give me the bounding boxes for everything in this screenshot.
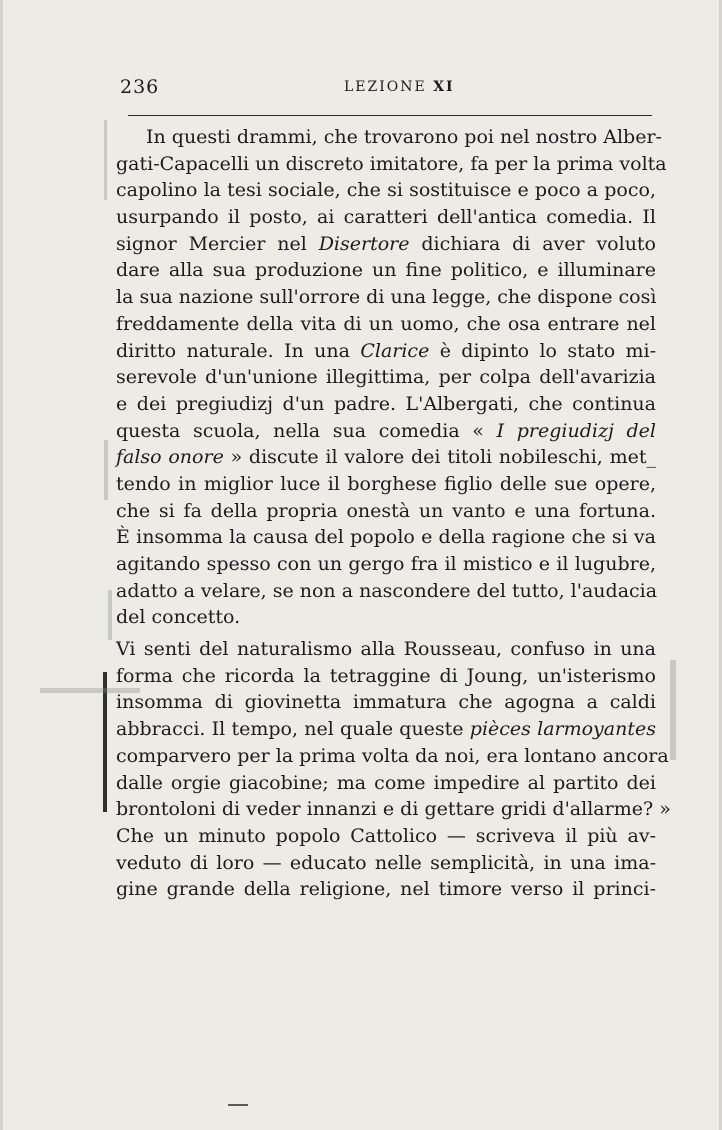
text-line: la sua nazione sull'orrore di una legge, che dispone così	[116, 286, 657, 309]
italic-title-pregiudizj: I pregiudizj del	[496, 419, 656, 442]
text-line: brontoloni di veder innanzi e di gettare gridi d'allarme? »	[116, 798, 671, 821]
text-run: » discute il valore dei titoli nobileschi, met_	[230, 446, 656, 469]
text-line: e dei pregiudizj d'un padre. L'Albergati, che continua	[116, 392, 656, 415]
text-run: questa scuola, nella sua comedia «	[116, 419, 484, 442]
margin-pencil-mark	[103, 672, 107, 812]
page-header	[120, 76, 656, 102]
text-line: gati-Capacelli un discreto imitatore, fa per la prima volta	[116, 152, 667, 175]
text-line: usurpando il posto, ai caratteri dell'antica comedia. Il	[116, 206, 656, 229]
italic-pieces-larmoyantes: pièces larmoyantes	[469, 718, 656, 741]
text-line: del concetto.	[116, 606, 241, 629]
text-line	[116, 716, 656, 743]
margin-smudge	[108, 590, 112, 640]
text-run: diritto naturale. In una	[116, 339, 350, 362]
margin-smudge	[40, 688, 140, 693]
text-line: insomma di giovinetta immatura che agogna a caldi	[116, 691, 656, 714]
italic-title-clarice: Clarice	[360, 339, 430, 362]
text-line: forma che ricorda la tetraggine di Joung, un'isterismo	[116, 664, 656, 687]
page-number: 236	[120, 76, 160, 98]
text-line: tendo in miglior luce il borghese figlio delle sue opere,	[116, 472, 656, 495]
running-title-text: LEZIONE	[344, 79, 427, 95]
text-line: veduto di loro — educato nelle semplicità, in una ima-	[116, 851, 656, 874]
margin-smudge	[670, 660, 676, 760]
text-line: adatto a velare, se non a nascondere del tutto, l'audacia	[116, 579, 658, 602]
text-run: signor Mercier nel	[116, 232, 307, 255]
margin-smudge	[104, 440, 108, 500]
text-line	[116, 444, 656, 471]
text-line: capolino la tesi sociale, che si sostituisce e poco a poco,	[116, 179, 656, 202]
text-line: In questi drammi, che trovarono poi nel nostro Alber-	[146, 126, 662, 148]
text-line: dalle orgie giacobine; ma come impedire al partito dei	[116, 771, 656, 794]
text-line: comparvero per la prima volta da noi, era lontano ancora	[116, 744, 669, 767]
italic-title-disertore: Disertore	[318, 232, 410, 255]
page-edge-left	[0, 0, 3, 1130]
text-line	[116, 418, 656, 445]
text-run: dichiara di aver voluto	[421, 232, 656, 255]
text-line: dare alla sua produzione un fine politico, e illuminare	[116, 259, 656, 282]
text-line	[116, 338, 656, 365]
text-line: agitando spesso con un gergo fra il mistico e il lugubre,	[116, 553, 656, 575]
text-line: Vi senti del naturalismo alla Rousseau, confuso in una	[116, 638, 656, 661]
text-run: è dipinto lo stato mi-	[439, 339, 657, 362]
text-line: Che un minuto popolo Cattolico — scriveva il più av-	[116, 824, 656, 847]
header-rule	[128, 115, 652, 116]
body-text	[116, 124, 671, 903]
text-line: che si fa della propria onestà un vanto e una fortuna.	[116, 499, 656, 522]
text-line: gine grande della religione, nel timore verso il princi-	[116, 878, 656, 901]
text-line	[116, 231, 656, 258]
running-title	[344, 79, 455, 95]
text-run: abbracci. Il tempo, nel quale queste	[116, 718, 464, 741]
text-line: freddamente della vita di un uomo, che osa entrare nel	[116, 312, 656, 335]
running-title-numeral: XI	[433, 79, 455, 95]
text-line: serevole d'un'unione illegittima, per colpa dell'avarizia	[116, 366, 656, 389]
italic-title-falso-onore: falso onore	[116, 446, 224, 469]
footer-mark	[228, 1104, 248, 1106]
margin-smudge	[104, 120, 107, 200]
text-line: È insomma la causa del popolo e della ragione che si va	[116, 526, 656, 549]
